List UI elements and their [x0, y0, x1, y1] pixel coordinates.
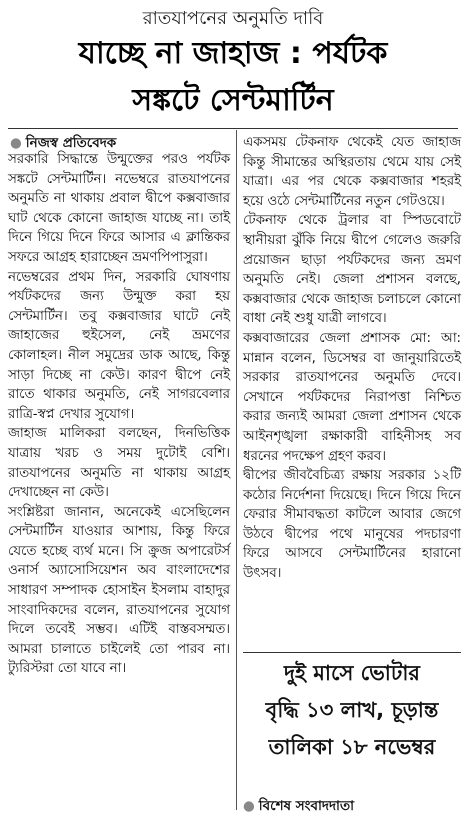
sub-headline-line-2: বৃদ্ধি ১৩ লাখ, চূড়ান্ত — [265, 698, 439, 722]
headline-rule — [8, 128, 458, 129]
paragraph: কক্সবাজারের জেলা প্রশাসক মো: আ: মান্নান বলেন, ডিসেম্বর বা জানুয়ারিতেই সরকার রাতযাপনের অনুমতি দেবে। সেখানে পর্যটকদের নিরাপত্তা নিশ্চিত করার জন্যই আমরা জেলা প্রশাসন থেকে আইনশৃঙ্খলা রক্ষাকারী বাহিনীসহ সব ধরনের পদক্ষেপ গ্রহণ করব। — [243, 330, 461, 464]
paragraph: সরকারি সিদ্ধান্তে উন্মুক্তের পরও পর্যটক সঙ্কটে সেন্টমার্টিন। নভেম্বরে রাতযাপনের অনুমতি না থাকায় প্রবাল দ্বীপে কক্সবাজার ঘাট থেকে কোনো জাহাজ যাচ্ছে না। তাই দিনে গিয়ে দিনে ফিরে আসার এ ক্লান্তিকর সফরে আগ্রহ হারাচ্ছেন ভ্রমণপিপাসুরা। — [8, 152, 230, 265]
headline-line-1: যাচ্ছে না জাহাজ : পর্যটক — [78, 36, 388, 71]
paragraph: দ্বীপের জীববৈচিত্র্য রক্ষায় সরকার ১২টি কঠোর নির্দেশনা দিয়েছে। দিনে গিয়ে দিনে ফেরার সীমাবদ্ধতা কাটলে আবার জেগে উঠবে দ্বীপের পথে মানুষের পদচারণা ফিরে আসবে সেন্টমার্টিনের হারানো উৎসব। — [243, 468, 461, 582]
bullet-icon: ● — [10, 135, 22, 151]
sub-headline-line-1: দুই মাসে ভোটার — [284, 661, 420, 685]
article-left-column — [8, 150, 230, 679]
sub-headline-rule — [243, 652, 461, 653]
headline-line-2: সঙ্কটে সেন্টমার্টিন — [132, 83, 334, 118]
article-headline — [0, 30, 466, 124]
sub-headline-line-3: তালিকা ১৮ নভেম্বর — [268, 735, 436, 759]
paragraph: জাহাজ মালিকরা বলছেন, দিনভিত্তিক যাত্রায় খরচ ও সময় দুটোই বেশি। রাতযাপনের অনুমতি না থাকায় আগ্রহ দেখাচ্ছেন না কেউ। — [8, 426, 230, 501]
byline-2-text: বিশেষ সংবাদদাতা — [258, 798, 355, 814]
paragraph: নভেম্বরের প্রথম দিন, সরকারি ঘোষণায় পর্যটকদের জন্য উন্মুক্ত করা হয় সেন্টমার্টিন। তবু কক্সবাজার ঘাটে নেই জাহাজের হুইসেল, নেই ভ্রমণের কোলাহল। নীল সমুদ্রের ডাক আছে, কিন্তু সাড়া দিচ্ছে না কেউ। কারণ দ্বীপে নেই রাতে থাকার অনুমতি, নেই সাগরবেলার রাত্রি-স্বপ্ন দেখার সুযোগ। — [8, 269, 230, 422]
byline-2 — [243, 795, 354, 818]
article-kicker: রাতযাপনের অনুমতি দাবি — [142, 8, 324, 29]
paragraph: সংশ্লিষ্টরা জানান, অনেকেই এসেছিলেন সেন্টমার্টিন যাওয়ার আশায়, কিন্তু ফিরে যেতে হচ্ছে ব্যর্থ মনে। সি ক্রুজ অপারেটর্স ওনার্স অ্যাসোসিয়েশন অব বাংলাদেশের সাধারণ সম্পাদক হোসাইন ইসলাম বাহাদুর সাংবাদিকদের বলেন, রাতযাপনের সুযোগ দিলে তবেই সম্ভব। এটিই বাস্তবসম্মত। আমরা চালাতে চাইলেই তো পারব না। ট্যুরিস্টরা তো যাবে না। — [8, 504, 230, 677]
article-right-column — [243, 133, 461, 584]
paragraph: টেকনাফ থেকে ট্রলার বা স্পিডবোটে স্থানীয়রা ঝুঁকি নিয়ে দ্বীপে গেলেও জরুরি প্রয়োজন ছাড়া পর্যটকদের জন্য ভ্রমণ অনুমতি নেই। জেলা প্রশাসন বলছে, কক্সবাজার থেকে জাহাজ চলাচলে কোনো বাধা নেই শুধু যাত্রী লাগবে। — [243, 213, 461, 327]
paragraph: একসময় টেকনাফ থেকেই যেত জাহাজ কিন্তু সীমান্তের অস্থিরতায় থেমে যায় সেই যাত্রা। এর পর থেকে কক্সবাজার শহরই হয়ে ওঠে সেন্টমার্টিনের নতুন গেটওয়ে। — [243, 135, 461, 209]
column-divider — [236, 130, 237, 810]
sub-headline — [243, 655, 461, 766]
byline-text: নিজস্ব প্রতিবেদক — [25, 135, 117, 151]
bullet-icon: ● — [243, 798, 255, 814]
